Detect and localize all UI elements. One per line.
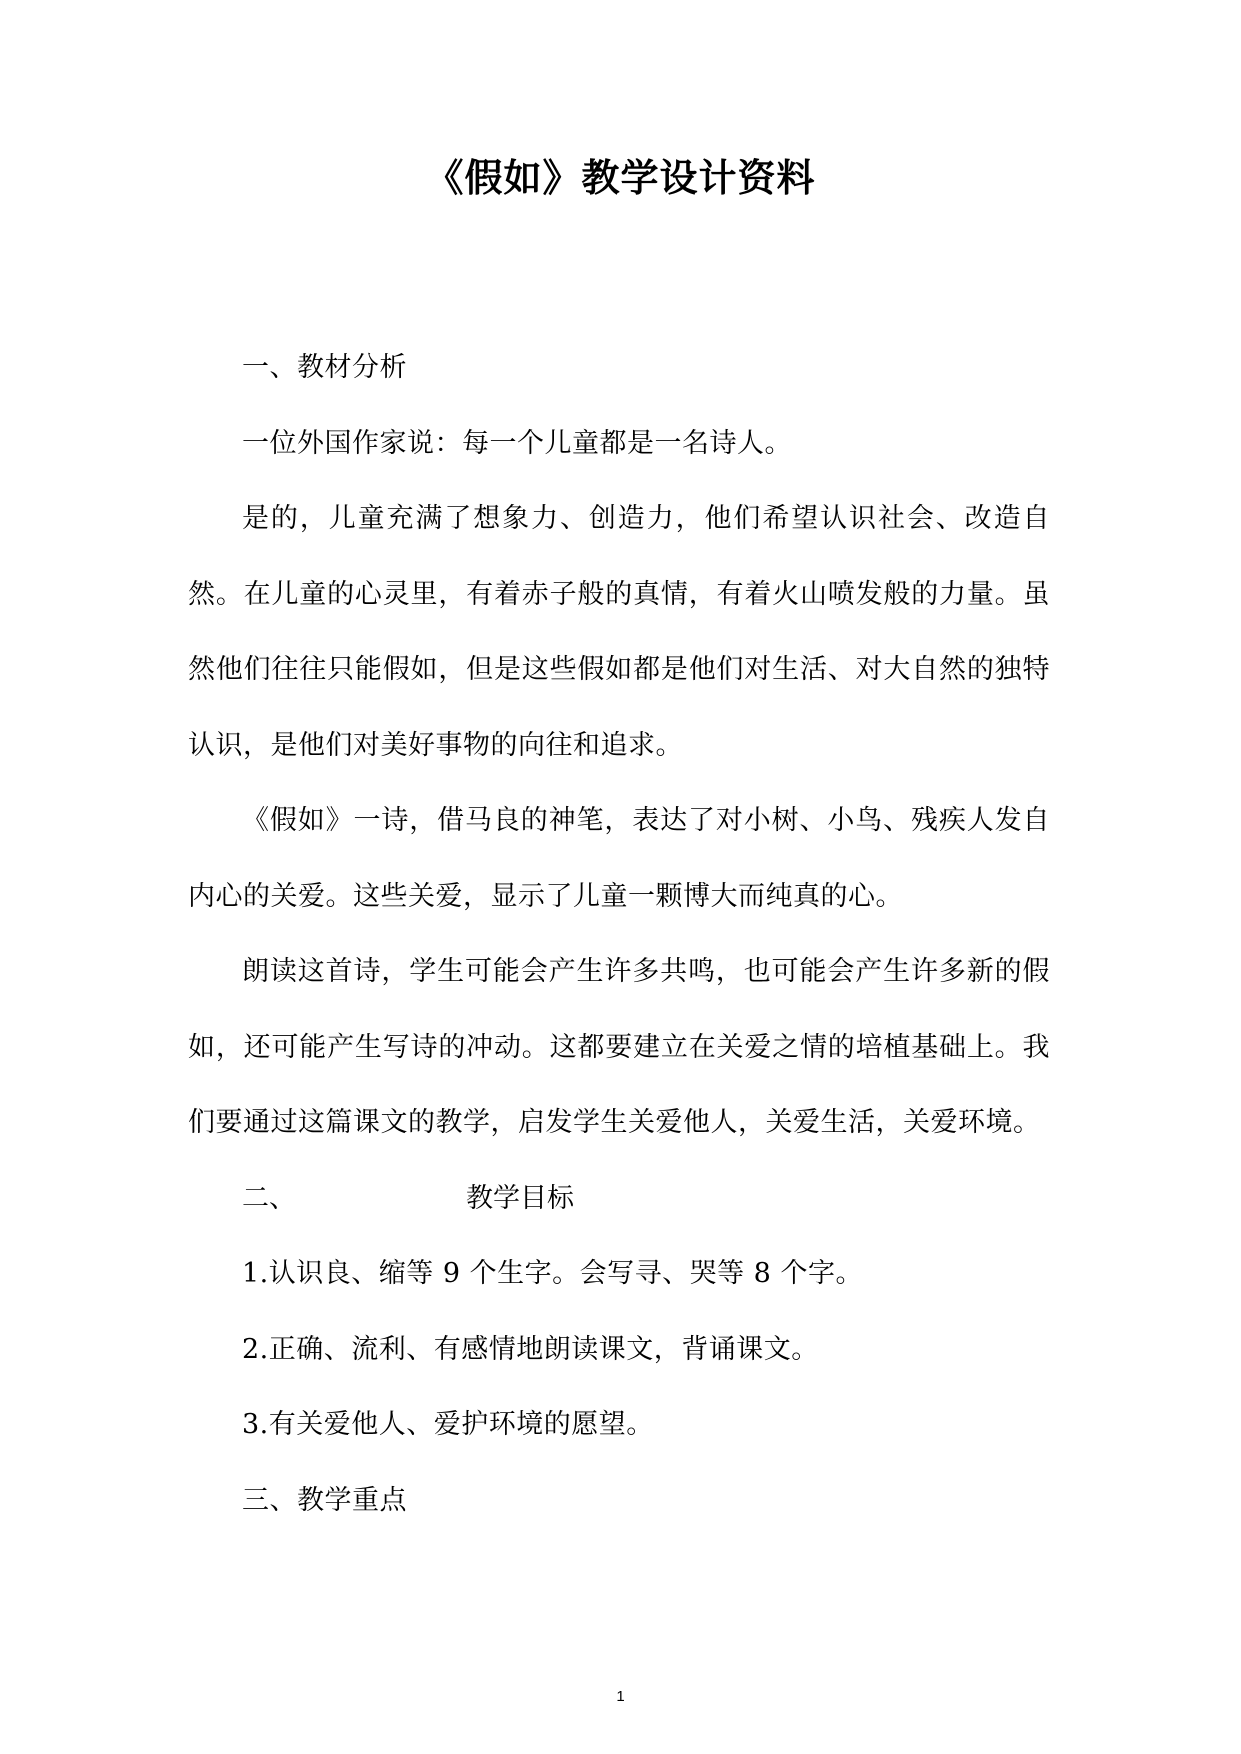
paragraph: 一位外国作家说：每一个儿童都是一名诗人。 [242,427,792,459]
section-heading-1: 一、教材分析 [242,352,407,383]
section-heading-2-label: 教学目标 [466,1182,574,1214]
document-body [188,330,1050,1538]
page-title: 《假如》教学设计资料 [425,155,816,200]
paragraph: 是的，儿童充满了想象力、创造力，他们希望认识社会、改造自然。在儿童的心灵里，有着赤子般的真情，有着火山喷发般的力量。虽然他们往往只能假如，但是这些假如都是他们对生活、对大自然的独特认识，是他们对美好事物的向往和追求。 [188,503,1050,761]
section-heading-2-number: 二、 [242,1182,296,1214]
section-heading-3: 三、教学重点 [242,1484,407,1516]
paragraph: 朗读这首诗，学生可能会产生许多共鸣，也可能会产生许多新的假如，还可能产生写诗的冲动。这都要建立在关爱之情的培植基础上。我们要通过这篇课文的教学，启发学生关爱他人，关爱生活，关爱环境。 [188,956,1050,1138]
page-number: 1 [616,1688,625,1705]
paragraph: 《假如》一诗，借马良的神笔，表达了对小树、小鸟、残疾人发自内心的关爱。这些关爱，显示了儿童一颗博大而纯真的心。 [188,805,1050,912]
section-heading-2 [188,1161,1050,1237]
objective-item: 2.正确、流利、有感情地朗读课文，背诵课文。 [242,1333,819,1365]
objective-item: 3.有关爱他人、爱护环境的愿望。 [242,1409,654,1440]
objective-item: 1.认识良、缩等 9 个生字。会写寻、哭等 8 个字。 [242,1258,863,1289]
